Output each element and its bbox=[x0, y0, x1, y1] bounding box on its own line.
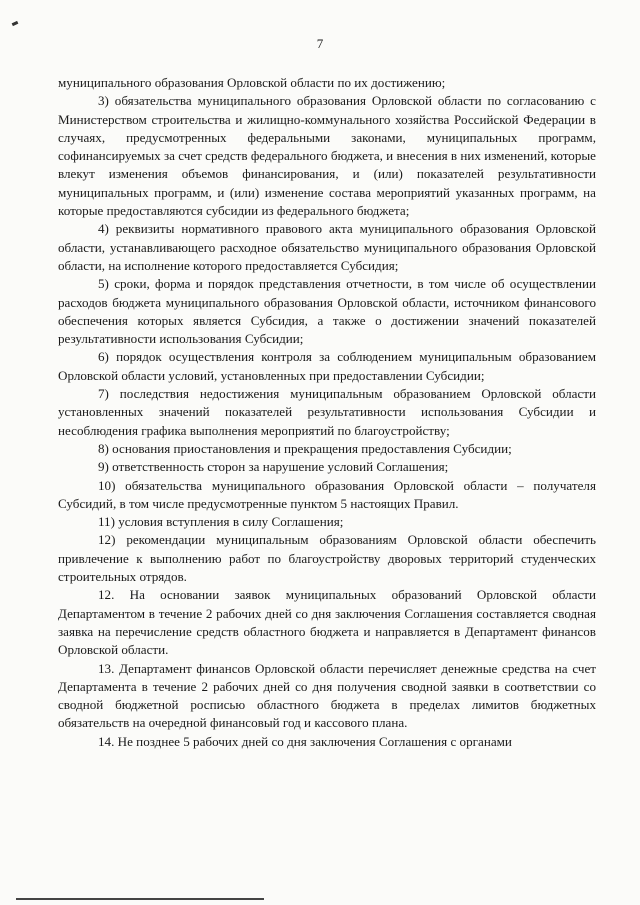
paragraph-item-9: 9) ответственность сторон за нарушение условий Соглашения; bbox=[98, 459, 449, 475]
paragraph-item-8: 8) основания приостановления и прекращения предоставления Субсидии; bbox=[98, 440, 512, 456]
page-number: 7 bbox=[316, 36, 324, 51]
paragraph-item-3: 3) обязательства муниципального образования Орловской области по согласованию с Министерством строительства и жилищно-коммунального хозяйства Российской Федерации в случаях, предусмотренных федеральными законами, муниципальных программ, софинансируемых за счет средств федерального бюджета, и внесения в них изменений, которые влекут изменения объемов финансирования, и (или) показателей результативности муниципальных программ, и (или) изменение состава мероприятий указанных программ, на которые предоставляются субсидии из федерального бюджета; bbox=[58, 93, 596, 219]
paragraph-continuation: муниципального образования Орловской области по их достижению; bbox=[58, 75, 446, 90]
paragraph-item-6: 6) порядок осуществления контроля за соблюдением муниципальным образованием Орловской области условий, установленных при предоставлении Субсидии; bbox=[58, 349, 596, 383]
paragraph-item-4: 4) реквизиты нормативного правового акта муниципального образования Орловской области, устанавливающего расходное обязательство муниципального образования Орловской области, на исполнение которого предоставляется Субсидия; bbox=[58, 221, 596, 273]
paragraph-section-12: 12. На основании заявок муниципальных образований Орловской области Департаментом в течение 2 рабочих дней со дня заключения Соглашения составляется сводная заявка на перечисление средств областного бюджета и направляется в Департамент финансов Орловской области. bbox=[58, 587, 596, 658]
scan-mark bbox=[12, 21, 19, 26]
paragraph-section-14: 14. Не позднее 5 рабочих дней со дня заключения Соглашения с органами bbox=[98, 733, 512, 749]
paragraph-item-11: 11) условия вступления в силу Соглашения; bbox=[98, 514, 344, 530]
footer-rule bbox=[16, 898, 264, 900]
paragraph-item-5: 5) сроки, форма и порядок представления отчетности, в том числе об осуществлении расходов бюджета муниципального образования Орловской области, источником финансового обеспечения которых является Субсидия, а также о достижении значений показателей результативности использования Субсидии; bbox=[58, 276, 596, 347]
paragraph-item-7: 7) последствия недостижения муниципальным образованием Орловской области установленных значений показателей результативности использования Субсидии и несоблюдения графика выполнения мероприятий по благоустройству; bbox=[58, 386, 596, 438]
paragraph-item-12-recommendations: 12) рекомендации муниципальным образованиям Орловской области обеспечить привлечение к выполнению работ по благоустройству дворовых территорий студенческих строительных отрядов. bbox=[58, 532, 596, 585]
paragraph-item-10: 10) обязательства муниципального образования Орловской области – получателя Субсидий, в том числе предусмотренные пунктом 5 настоящих Правил. bbox=[58, 477, 596, 511]
document-body bbox=[58, 74, 596, 751]
paragraph-section-13: 13. Департамент финансов Орловской области перечисляет денежные средства на счет Департамента в течение 2 рабочих дней со дня получения сводной заявки в соответствии со сводной бюджетной росписью областного бюджета в пределах лимитов бюджетных обязательств на очередной финансовый год и кассового плана. bbox=[58, 660, 596, 731]
